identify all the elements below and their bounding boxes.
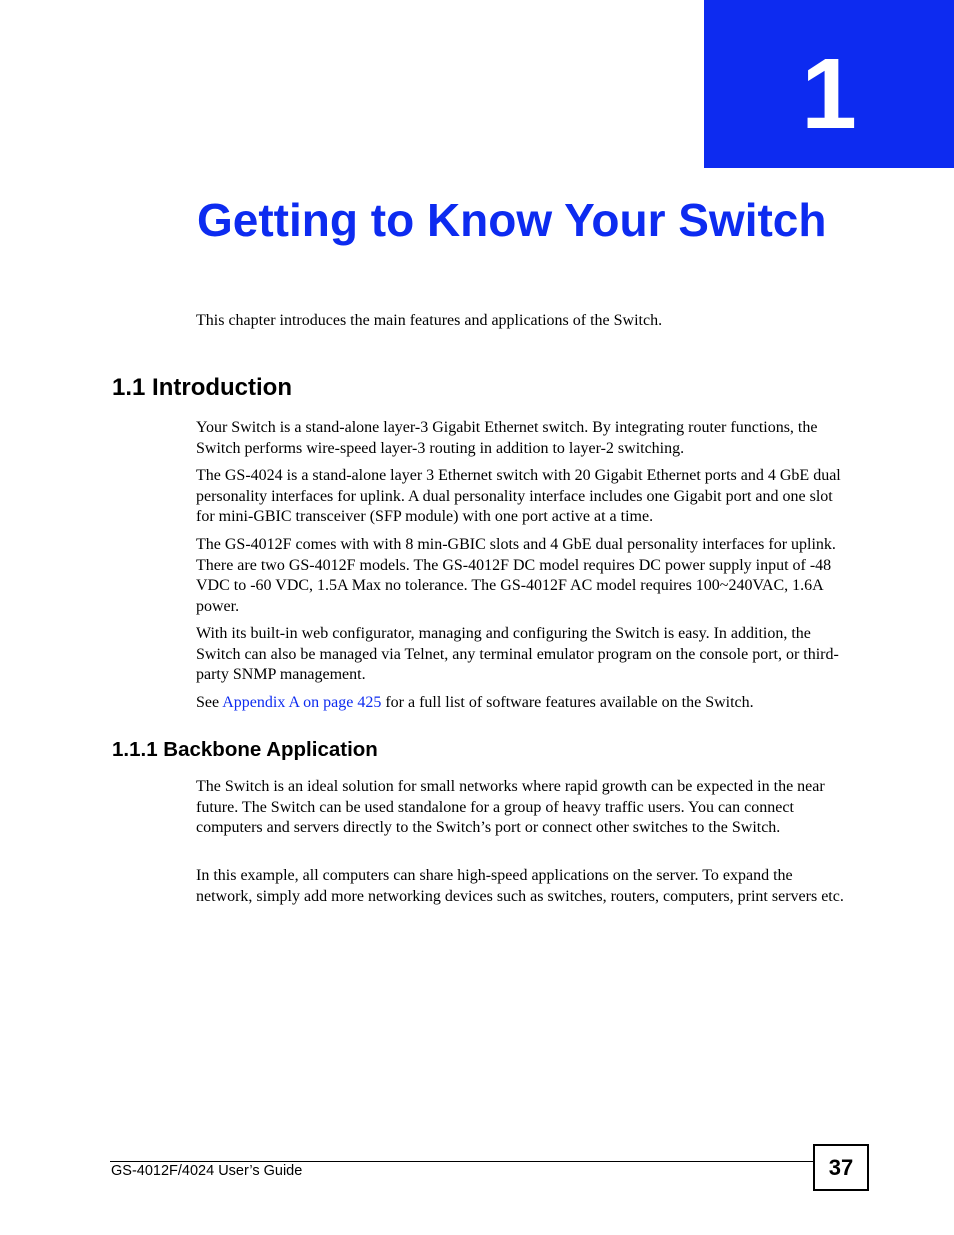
see-prefix: See bbox=[196, 694, 223, 711]
backbone-paragraph-1: The Switch is an ideal solution for small networks where rapid growth can be expected in the near future. The Switch can be used standalone for a group of heavy traffic users. You can connect computers and servers directly to the Switch’s port or connect other switches to the Switch. bbox=[196, 778, 825, 836]
intro-paragraph-3: The GS-4012F comes with with 8 min-GBIC slots and 4 GbE dual personality interfaces for uplink. There are two GS-4012F models. The GS-4012F DC model requires DC power supply input of -48 VDC to -60 VDC, 1.5A Max no tolerance. The GS-4012F AC model requires 100~240VAC, 1.6A power. bbox=[196, 536, 836, 615]
intro-paragraph-2: The GS-4024 is a stand-alone layer 3 Ethernet switch with 20 Gigabit Ethernet ports and 4 GbE dual personality interfaces for uplink. A dual personality interface includes one Gigabit port and one slot for mini-GBIC transceiver (SFP module) with one port active at a time. bbox=[196, 467, 841, 525]
see-appendix-paragraph bbox=[196, 693, 846, 714]
intro-paragraph-4: With its built-in web configurator, managing and configuring the Switch is easy. In addition, the Switch can also be managed via Telnet, any terminal emulator program on the console port, or third-party SNMP management. bbox=[196, 625, 839, 683]
chapter-number-block bbox=[704, 0, 954, 168]
footer-guide-title: GS-4012F/4024 User’s Guide bbox=[111, 1163, 303, 1179]
intro-paragraph-1: Your Switch is a stand-alone layer-3 Gigabit Ethernet switch. By integrating router functions, the Switch performs wire-speed layer-3 routing in addition to layer-2 switching. bbox=[196, 419, 818, 457]
page-number: 37 bbox=[813, 1144, 869, 1191]
chapter-title: Getting to Know Your Switch bbox=[197, 194, 827, 246]
section-heading-backbone-application: 1.1.1 Backbone Application bbox=[112, 738, 378, 761]
see-suffix: for a full list of software features available on the Switch. bbox=[381, 694, 754, 711]
appendix-a-link[interactable]: Appendix A on page 425 bbox=[222, 694, 382, 711]
chapter-intro: This chapter introduces the main features and applications of the Switch. bbox=[196, 312, 663, 329]
section-heading-introduction: 1.1 Introduction bbox=[112, 374, 292, 401]
backbone-paragraph-2: In this example, all computers can share high-speed applications on the server. To expand the network, simply add more networking devices such as switches, routers, computers, print servers etc. bbox=[196, 867, 844, 905]
chapter-number: 1 bbox=[801, 38, 857, 150]
